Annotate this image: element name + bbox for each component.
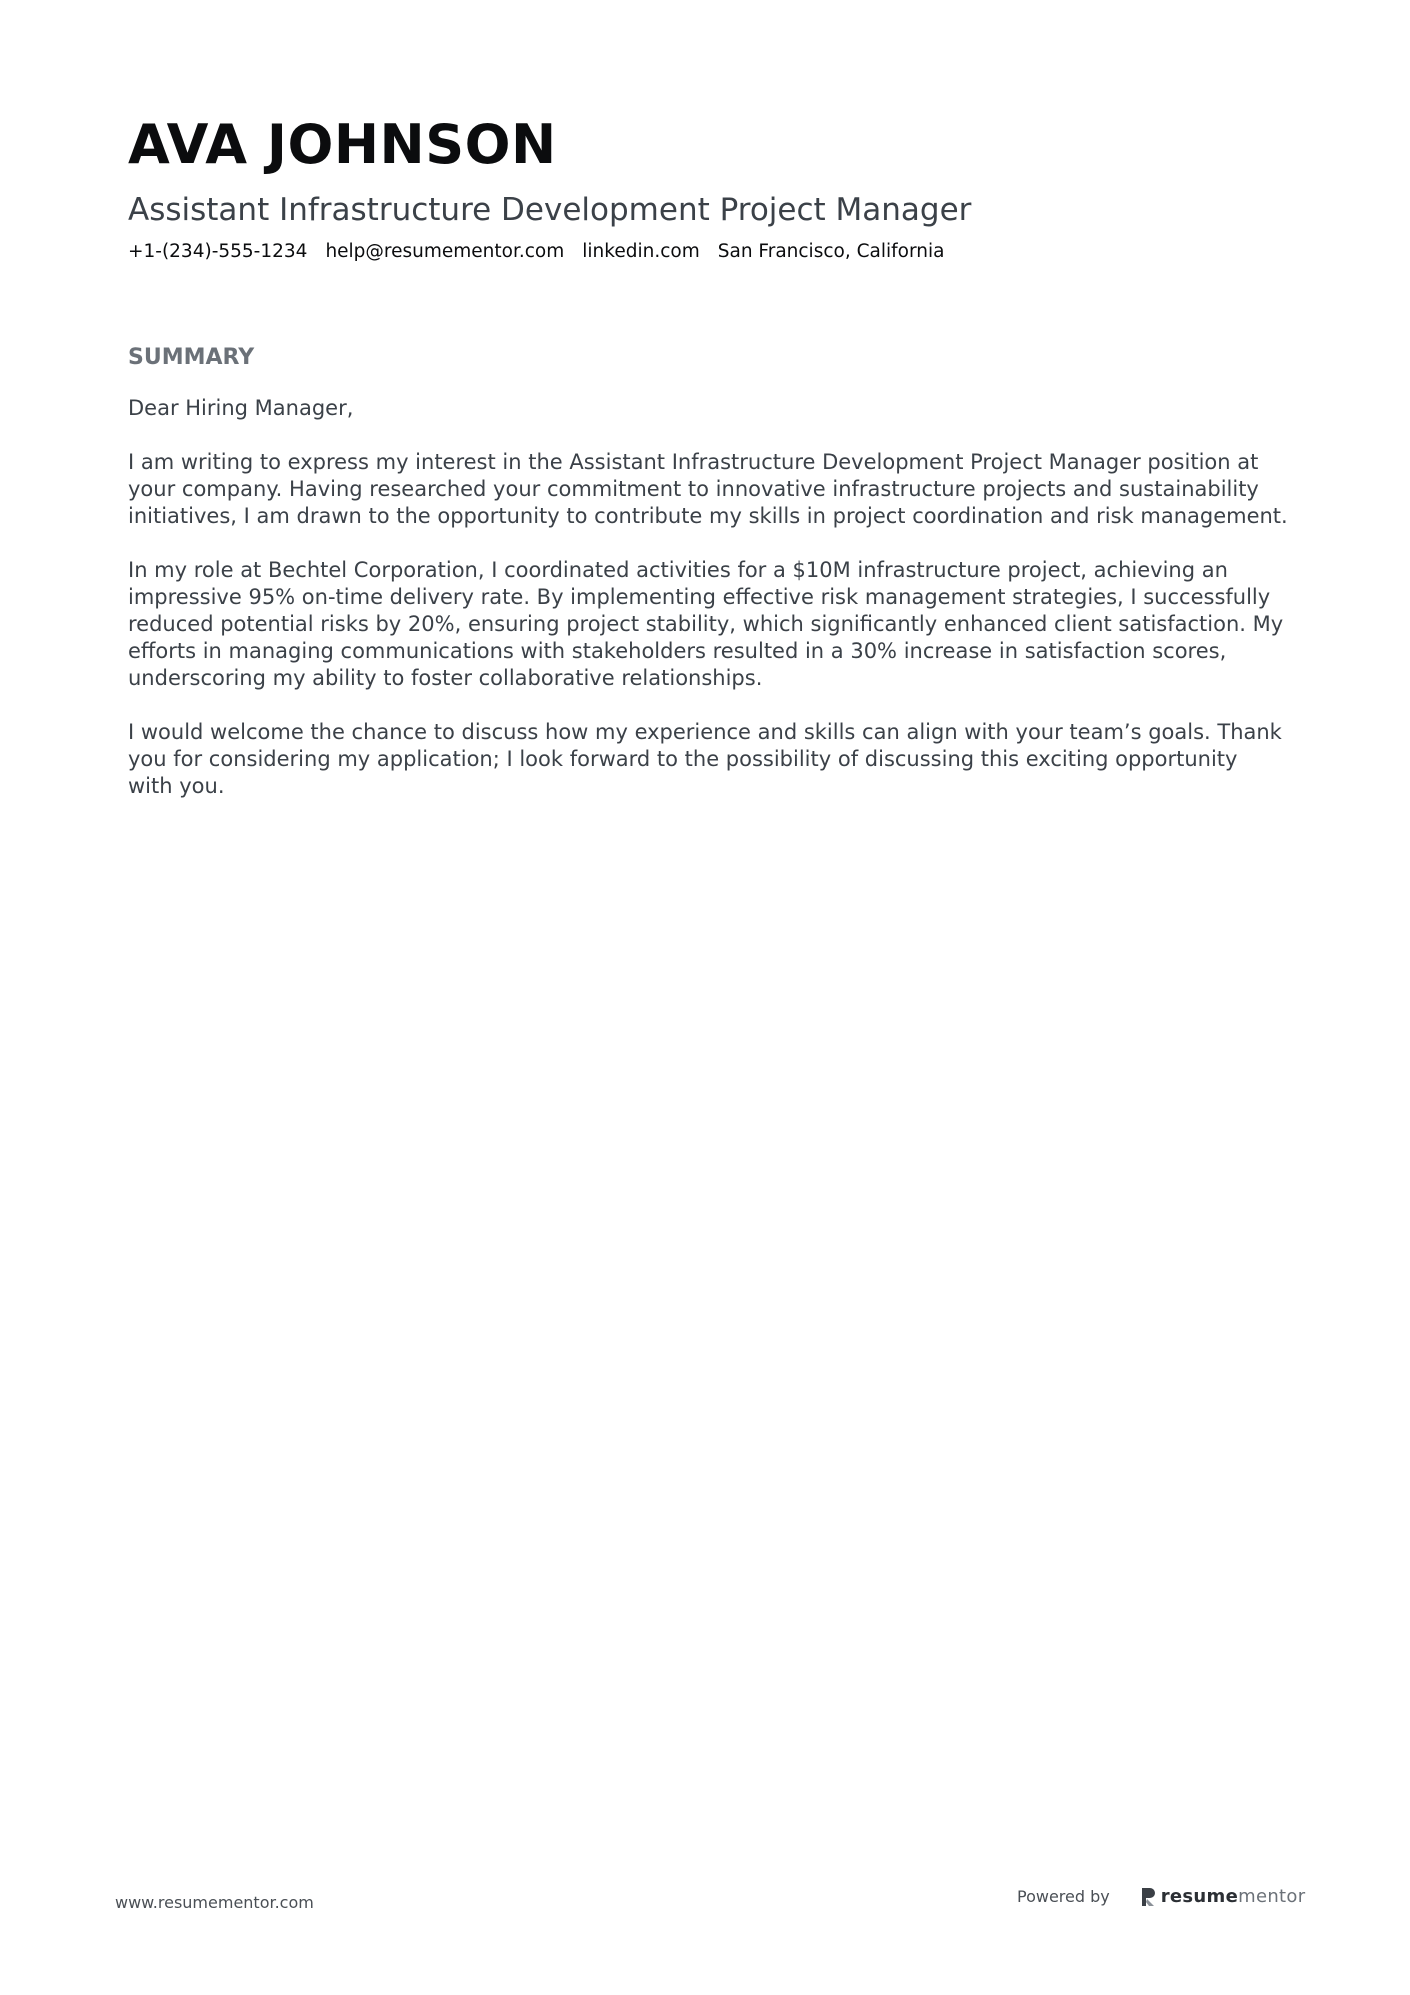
letter-body	[128, 395, 1288, 800]
brand-logo[interactable]	[1140, 1886, 1306, 1907]
contact-location: San Francisco, California	[717, 241, 945, 262]
job-title: Assistant Infrastructure Development Project Manager	[128, 192, 972, 228]
contact-email[interactable]: help@resumementor.com	[325, 241, 565, 262]
footer-website[interactable]: www.resumementor.com	[115, 1893, 314, 1912]
summary-section	[128, 343, 1288, 827]
salutation: Dear Hiring Manager,	[128, 396, 354, 420]
resumementor-logo-icon	[1140, 1887, 1156, 1907]
brand-wordmark-resume: resume	[1160, 1886, 1239, 1907]
letter-paragraph-closing: I would welcome the chance to discuss how my experience and skills can align with your team’s goals. Thank you for considering my application; I look forward to the possibility of discussing this exciting opportunity with you.	[128, 720, 1282, 798]
contact-info	[128, 239, 1278, 265]
contact-phone: +1-(234)-555-1234	[128, 241, 308, 262]
footer-branding	[1017, 1886, 1305, 1907]
brand-wordmark-mentor: mentor	[1238, 1886, 1306, 1907]
section-heading-summary: SUMMARY	[128, 345, 255, 370]
header	[128, 110, 1278, 265]
letter-paragraph-intro: I am writing to express my interest in the Assistant Infrastructure Development Project Manager position at your company. Having researched your commitment to innovative infrastructure projects and sustainability initiatives, I am drawn to the opportunity to contribute my skills in project coordination and risk management.	[128, 450, 1288, 528]
contact-linkedin[interactable]: linkedin.com	[582, 241, 700, 262]
candidate-name: AVA JOHNSON	[128, 113, 557, 176]
powered-by-label: Powered by	[1017, 1887, 1110, 1906]
letter-paragraph-experience: In my role at Bechtel Corporation, I coordinated activities for a $10M infrastructure project, achieving an impressive 95% on-time delivery rate. By implementing effective risk management strategies, I successfully reduced potential risks by 20%, ensuring project stability, which significantly enhanced client satisfaction. My efforts in managing communications with stakeholders resulted in a 30% increase in satisfaction scores, underscoring my ability to foster collaborative relationships.	[128, 558, 1284, 690]
brand-wordmark	[1161, 1886, 1306, 1907]
